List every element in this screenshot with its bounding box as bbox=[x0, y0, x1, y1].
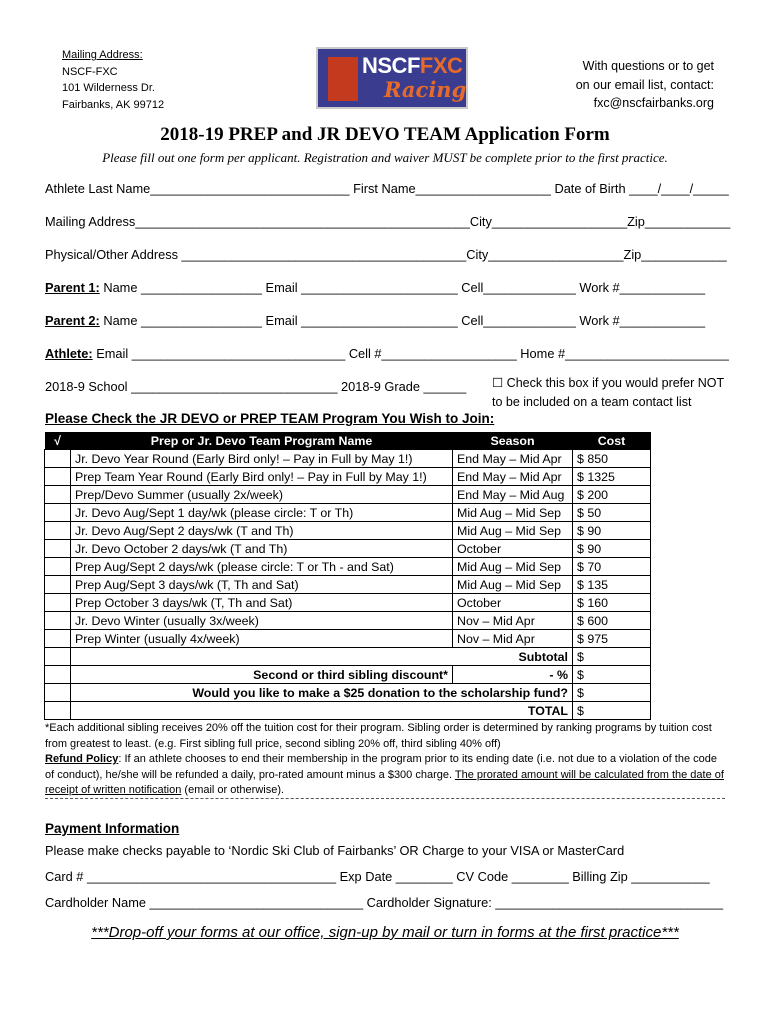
logo-text-fxc: FXC bbox=[419, 53, 463, 78]
row-cost: $ 70 bbox=[573, 558, 651, 576]
row-check-cell[interactable] bbox=[45, 468, 71, 486]
mailing-line2: 101 Wilderness Dr. bbox=[62, 82, 155, 94]
subtotal-amount[interactable]: $ bbox=[573, 648, 651, 666]
refund-underlined: The prorated amount will be calculated from the date of receipt of written notification bbox=[45, 768, 724, 797]
row-check-cell[interactable] bbox=[45, 558, 71, 576]
snowflake-icon bbox=[328, 57, 358, 101]
row-program: Prep/Devo Summer (usually 2x/week) bbox=[71, 486, 453, 504]
row-check-cell[interactable] bbox=[45, 630, 71, 648]
row-season: Mid Aug – Mid Sep bbox=[453, 504, 573, 522]
contact-list-optout[interactable] bbox=[492, 374, 724, 412]
row-cost: $ 1325 bbox=[573, 468, 651, 486]
row-check-cell[interactable] bbox=[45, 612, 71, 630]
athlete-name-line[interactable]: Athlete Last Name____________________________ First Name___________________ Date of Birth ____/____/_____ bbox=[45, 181, 729, 196]
program-table bbox=[44, 432, 651, 720]
table-row bbox=[45, 558, 651, 576]
row-program: Jr. Devo Winter (usually 3x/week) bbox=[71, 612, 453, 630]
table-header bbox=[45, 432, 651, 450]
dashed-divider bbox=[45, 798, 725, 799]
row-cost: $ 50 bbox=[573, 504, 651, 522]
row-check-cell[interactable] bbox=[45, 486, 71, 504]
row-cost: $ 90 bbox=[573, 540, 651, 558]
row-check-cell[interactable] bbox=[45, 666, 71, 684]
row-season: End May – Mid Aug bbox=[453, 486, 573, 504]
total-row bbox=[45, 702, 651, 720]
header-program: Prep or Jr. Devo Team Program Name bbox=[71, 432, 453, 450]
parent1-label: Parent 1: bbox=[45, 280, 100, 295]
athlete-label: Athlete: bbox=[45, 346, 93, 361]
row-season: Mid Aug – Mid Sep bbox=[453, 558, 573, 576]
sibling-percent[interactable]: - % bbox=[453, 666, 573, 684]
program-section-heading: Please Check the JR DEVO or PREP TEAM Program You Wish to Join: bbox=[45, 411, 495, 426]
header-check: √ bbox=[45, 432, 71, 450]
sibling-label: Second or third sibling discount* bbox=[71, 666, 453, 684]
table-row bbox=[45, 612, 651, 630]
parent2-line[interactable] bbox=[45, 313, 705, 328]
row-program: Prep Winter (usually 4x/week) bbox=[71, 630, 453, 648]
row-program: Prep Aug/Sept 3 days/wk (T, Th and Sat) bbox=[71, 576, 453, 594]
row-season: Mid Aug – Mid Sep bbox=[453, 576, 573, 594]
footer-note: ***Drop-off your forms at our office, sign-up by mail or turn in forms at the first practice*** bbox=[91, 924, 679, 941]
parent1-fields[interactable]: Name _________________ Email ______________________ Cell_____________ Work #____________ bbox=[99, 280, 706, 295]
cardholder-line[interactable]: Cardholder Name ______________________________ Cardholder Signature: ________________________________ bbox=[45, 895, 724, 910]
row-cost: $ 160 bbox=[573, 594, 651, 612]
row-check-cell[interactable] bbox=[45, 504, 71, 522]
row-check-cell[interactable] bbox=[45, 576, 71, 594]
donation-amount[interactable]: $ bbox=[573, 684, 651, 702]
mailing-address bbox=[62, 47, 164, 113]
row-program: Jr. Devo Aug/Sept 2 days/wk (T and Th) bbox=[71, 522, 453, 540]
row-cost: $ 850 bbox=[573, 450, 651, 468]
row-cost: $ 975 bbox=[573, 630, 651, 648]
logo-text-racing: Racing bbox=[384, 77, 467, 102]
donation-label: Would you like to make a $25 donation to the scholarship fund? bbox=[71, 684, 573, 702]
row-season: End May – Mid Apr bbox=[453, 450, 573, 468]
row-check-cell[interactable] bbox=[45, 702, 71, 720]
row-cost: $ 600 bbox=[573, 612, 651, 630]
athlete-contact-line[interactable] bbox=[45, 346, 729, 361]
parent2-label: Parent 2: bbox=[45, 313, 100, 328]
refund-policy bbox=[45, 752, 725, 799]
form-subtitle: Please fill out one form per applicant. Registration and waiver MUST be complete prior to the first practice. bbox=[102, 150, 668, 165]
row-cost: $ 200 bbox=[573, 486, 651, 504]
row-program: Jr. Devo October 2 days/wk (T and Th) bbox=[71, 540, 453, 558]
card-line[interactable]: Card # ___________________________________ Exp Date ________ CV Code ________ Billing Zip ___________ bbox=[45, 869, 710, 884]
row-check-cell[interactable] bbox=[45, 522, 71, 540]
table-row bbox=[45, 522, 651, 540]
row-season: End May – Mid Apr bbox=[453, 468, 573, 486]
club-logo bbox=[316, 47, 468, 109]
row-program: Jr. Devo Aug/Sept 1 day/wk (please circle: T or Th) bbox=[71, 504, 453, 522]
row-check-cell[interactable] bbox=[45, 594, 71, 612]
row-cost: $ 135 bbox=[573, 576, 651, 594]
total-label: TOTAL bbox=[71, 702, 573, 720]
parent2-fields[interactable]: Name _________________ Email ______________________ Cell_____________ Work #____________ bbox=[99, 313, 706, 328]
subtotal-row bbox=[45, 648, 651, 666]
header-season: Season bbox=[453, 432, 573, 450]
contact-info bbox=[576, 57, 714, 113]
table-row bbox=[45, 630, 651, 648]
mailing-line1: NSCF-FXC bbox=[62, 65, 118, 78]
sibling-amount[interactable]: $ bbox=[573, 666, 651, 684]
table-row bbox=[45, 450, 651, 468]
refund-text: : If an athlete chooses to end their membership in the program prior to its ending date (i.e. not due to a violation of the code of conduct), he/she will be refunded a daily, pro-rated amount minus a $300 charge. bbox=[45, 753, 717, 781]
row-check-cell[interactable] bbox=[45, 450, 71, 468]
sibling-note: *Each additional sibling receives 20% off the tuition cost for their program. Sibling order is determined by ranking programs by tuition cost from greatest to least. (e.g. First sibling full price, second sibling 20% off, third sibling 40% off) bbox=[45, 722, 712, 750]
physical-address-line[interactable]: Physical/Other Address ________________________________________City___________________Zip____________ bbox=[45, 247, 727, 262]
notes bbox=[45, 721, 725, 799]
subtotal-label: Subtotal bbox=[71, 648, 573, 666]
contact-email[interactable]: fxc@nscfairbanks.org bbox=[593, 96, 714, 110]
school-grade-line[interactable]: 2018-9 School _____________________________ 2018-9 Grade ______ bbox=[45, 379, 467, 394]
sibling-row bbox=[45, 666, 651, 684]
mailing-label: Mailing Address: bbox=[62, 49, 143, 61]
donation-row bbox=[45, 684, 651, 702]
row-season: Nov – Mid Apr bbox=[453, 612, 573, 630]
athlete-fields[interactable]: Email ______________________________ Cell #___________________ Home #_______________________ bbox=[92, 346, 729, 361]
row-check-cell[interactable] bbox=[45, 540, 71, 558]
payment-instructions: Please make checks payable to ‘Nordic Ski Club of Fairbanks’ OR Charge to your VISA or MasterCard bbox=[45, 843, 625, 858]
table-row bbox=[45, 504, 651, 522]
refund-label: Refund Policy bbox=[45, 753, 119, 766]
header-cost: Cost bbox=[573, 432, 651, 450]
table-row bbox=[45, 594, 651, 612]
payment-heading: Payment Information bbox=[45, 821, 180, 836]
row-program: Jr. Devo Year Round (Early Bird only! – Pay in Full by May 1!) bbox=[71, 450, 453, 468]
row-season: October bbox=[453, 594, 573, 612]
row-cost: $ 90 bbox=[573, 522, 651, 540]
row-season: Nov – Mid Apr bbox=[453, 630, 573, 648]
row-program: Prep October 3 days/wk (T, Th and Sat) bbox=[71, 594, 453, 612]
contact-line2: on our email list, contact: bbox=[575, 77, 714, 92]
table-row bbox=[45, 576, 651, 594]
logo-text-nscf: NSCF bbox=[362, 53, 420, 78]
row-season: October bbox=[453, 540, 573, 558]
parent1-line[interactable] bbox=[45, 280, 705, 295]
row-check-cell[interactable] bbox=[45, 684, 71, 702]
optout-checkbox-label[interactable]: ☐ Check this box if you would prefer NOT bbox=[492, 376, 725, 390]
mailing-line3: Fairbanks, AK 99712 bbox=[62, 98, 165, 111]
contact-line1: With questions or to get bbox=[582, 59, 714, 73]
table-row bbox=[45, 468, 651, 486]
total-amount[interactable]: $ bbox=[573, 702, 651, 720]
form-title: 2018-19 PREP and JR DEVO TEAM Application Form bbox=[160, 124, 610, 145]
row-check-cell[interactable] bbox=[45, 648, 71, 666]
row-season: Mid Aug – Mid Sep bbox=[453, 522, 573, 540]
mailing-address-line[interactable]: Mailing Address_______________________________________________City___________________Zip____________ bbox=[45, 214, 731, 229]
row-program: Prep Team Year Round (Early Bird only! – Pay in Full by May 1!) bbox=[71, 468, 453, 486]
table-row bbox=[45, 486, 651, 504]
optout-label-line2: to be included on a team contact list bbox=[492, 395, 692, 409]
table-row bbox=[45, 540, 651, 558]
refund-end: (email or otherwise). bbox=[181, 784, 285, 797]
row-program: Prep Aug/Sept 2 days/wk (please circle: T or Th - and Sat) bbox=[71, 558, 453, 576]
